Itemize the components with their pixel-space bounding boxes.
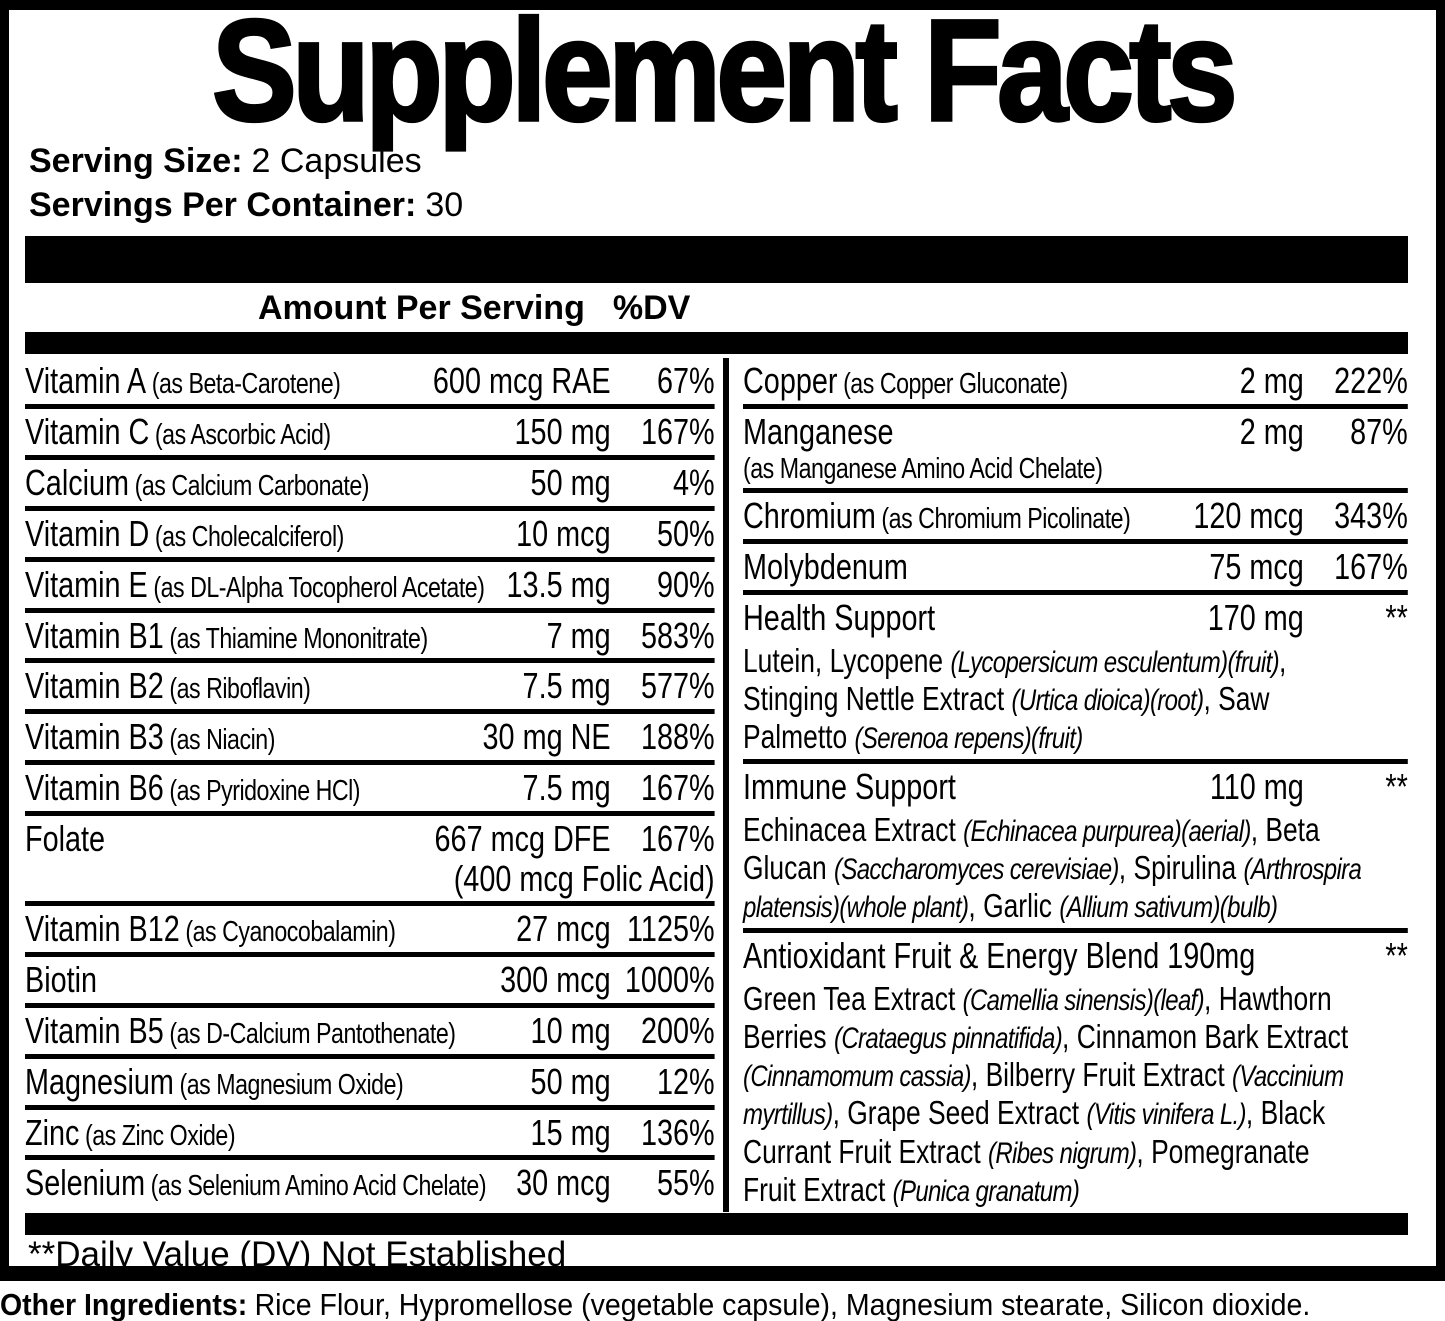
nutrient-name: Biotin [25, 959, 98, 1001]
nutrient-amount: 50 mg [530, 1060, 611, 1102]
nutrient-dv: ** [1385, 766, 1408, 808]
blend-ingredient-segment: Lutein, Lycopene [743, 641, 951, 679]
blend-ingredient-segment: (Allium sativum)(bulb) [1059, 891, 1278, 925]
nutrient-amount: 170 mg [1207, 596, 1304, 638]
blend-description-line [743, 1056, 1408, 1094]
table-row [25, 460, 715, 511]
nutrient-name: Vitamin C [25, 411, 150, 452]
table-row [25, 511, 715, 562]
nutrient-dv: 87% [1350, 411, 1408, 452]
nutrient-amount: 120 mcg [1193, 495, 1304, 537]
blend-ingredient-segment: , Spirulina [1118, 848, 1244, 886]
table-row [743, 764, 1408, 933]
nutrient-note: (as D-Calcium Pantothenate) [169, 1017, 456, 1050]
table-row [25, 613, 715, 664]
blend-ingredient-segment: , Grape Seed Extract [832, 1094, 1087, 1132]
nutrient-name: Vitamin B2 [25, 665, 164, 707]
nutrient-note: (as Cholecalciferol) [154, 520, 344, 553]
nutrient-dv: 200% [640, 1009, 715, 1051]
table-row [743, 409, 1408, 493]
nutrient-name-cell [25, 909, 516, 949]
blend-description-line [743, 811, 1408, 849]
nutrient-name-cell [25, 666, 523, 706]
nutrient-name: Vitamin D [25, 512, 150, 554]
nutrient-amount: 2 mg [1239, 360, 1304, 402]
separator-bar-bottom [25, 1213, 1408, 1235]
nutrient-name-cell [25, 768, 523, 808]
nutrient-dv: 55% [656, 1162, 715, 1204]
table-row-main-line [25, 666, 715, 706]
blend-description-line [743, 680, 1408, 718]
table-row [25, 562, 715, 613]
nutrient-amount: 110 mg [1209, 766, 1304, 808]
nutrient-name-cell [743, 412, 1240, 452]
blend-ingredient-segment: Glucan [743, 848, 834, 886]
nutrient-note: (as Pyridoxine HCl) [169, 775, 361, 808]
table-row-main-line [25, 1113, 715, 1153]
nutrient-dv: 12% [656, 1060, 715, 1102]
dv-footnote: **Daily Value (DV) Not Established [28, 1235, 567, 1274]
nutrient-name: Manganese [743, 411, 894, 452]
blend-description-line [743, 887, 1408, 925]
nutrient-note: (as Beta-Carotene) [151, 368, 341, 401]
nutrient-amount: 30 mcg [516, 1162, 611, 1204]
nutrient-name: Vitamin E [25, 563, 148, 605]
nutrient-note: (as Selenium Amino Acid Chelate) [150, 1170, 487, 1203]
table-row-main-line [25, 768, 715, 808]
blend-ingredient-segment: , Saw [1203, 679, 1270, 717]
blend-description-line [743, 1133, 1408, 1171]
column-divider [723, 358, 729, 1212]
nutrient-amount: 150 mg [514, 411, 611, 452]
blend-ingredient-segment: (Saccharomyces cerevisiae) [833, 852, 1119, 886]
blend-ingredient-segment: (Punica granatum) [892, 1174, 1080, 1208]
nutrient-dv: 1125% [627, 908, 715, 950]
nutrient-name-cell [25, 361, 433, 401]
blend-ingredient-segment: (Lycopersicum esculentum)(fruit) [950, 645, 1279, 679]
nutrient-amount: 50 mg [530, 461, 611, 503]
blend-ingredient-segment: Echinacea Extract [743, 810, 964, 848]
nutrient-note: (as Niacin) [169, 724, 275, 757]
nutrient-name-cell [743, 598, 1208, 638]
blend-description [743, 980, 1408, 1209]
table-row [25, 358, 715, 409]
nutrient-note: (as Calcium Carbonate) [134, 469, 370, 502]
nutrient-name-cell [25, 960, 500, 1000]
blend-description-line [743, 1171, 1408, 1209]
blend-ingredient-segment: Fruit Extract [743, 1170, 893, 1208]
nutrient-note: (as Riboflavin) [169, 673, 311, 706]
nutrient-name-cell [25, 1113, 531, 1153]
nutrient-name: Copper [743, 360, 838, 402]
blend-ingredient-segment: Green Tea Extract [743, 979, 963, 1017]
table-row-main-line [25, 1011, 715, 1051]
nutrient-name: Health Support [743, 596, 936, 638]
page-title: Supplement Facts [212, 0, 1234, 151]
nutrient-name: Calcium [25, 461, 130, 503]
nutrient-amount: 30 mg NE [482, 716, 611, 758]
blend-description [743, 642, 1408, 757]
separator-bar-header [25, 332, 1408, 354]
nutrient-dv: 50% [656, 512, 715, 554]
nutrient-amount: 7.5 mg [522, 665, 611, 707]
nutrient-amount: 75 mcg [1209, 546, 1304, 588]
nutrient-amount: 7 mg [546, 614, 611, 656]
nutrient-amount: 300 mcg [500, 959, 611, 1001]
nutrient-column-left [25, 358, 715, 1212]
nutrient-table [25, 358, 1408, 1212]
nutrient-name-cell [743, 496, 1193, 536]
table-row [743, 493, 1408, 544]
nutrient-name-cell [25, 1062, 531, 1102]
nutrient-name-cell [25, 1011, 531, 1051]
table-row [25, 409, 715, 460]
blend-ingredient-segment: (Echinacea purpurea)(aerial) [963, 814, 1251, 848]
nutrient-dv: 583% [640, 614, 715, 656]
nutrient-dv: 343% [1334, 495, 1408, 537]
table-row [25, 1008, 715, 1059]
blend-description-line [743, 980, 1408, 1018]
nutrient-name: Zinc [25, 1111, 80, 1153]
blend-ingredient-segment: , Beta [1250, 810, 1320, 848]
blend-ingredient-segment: Stinging Nettle Extract [743, 679, 1012, 717]
table-row [25, 663, 715, 714]
blend-ingredient-segment: (Cinnamomum cassia) [743, 1060, 971, 1094]
servings-per-container-label: Servings Per Container: [29, 185, 417, 224]
table-row [25, 1110, 715, 1161]
nutrient-note: (as Magnesium Oxide) [179, 1068, 404, 1101]
table-row-main-line [25, 463, 715, 503]
blend-ingredient-segment: myrtillus) [743, 1098, 833, 1132]
table-row [25, 765, 715, 816]
servings-per-container-line [29, 184, 1436, 228]
nutrient-dv: 136% [640, 1111, 715, 1153]
nutrient-note: (as Cyanocobalamin) [185, 916, 396, 949]
nutrient-column-right [743, 358, 1408, 1212]
table-row-main-line [743, 412, 1408, 452]
nutrient-dv: 167% [640, 767, 715, 809]
nutrient-rows-left [25, 358, 715, 1206]
nutrient-name: Immune Support [743, 766, 956, 808]
nutrient-name: Selenium [25, 1162, 146, 1204]
nutrient-name-cell [25, 514, 516, 554]
blend-ingredient-segment: (Crataegus pinnatifida) [833, 1022, 1063, 1056]
serving-info [29, 140, 1436, 227]
nutrient-name: Antioxidant Fruit & Energy Blend 190mg [743, 935, 1256, 977]
title-wrap [9, 0, 1436, 151]
nutrient-dv: ** [1385, 596, 1408, 638]
blend-ingredient-segment: , Hawthorn [1204, 979, 1332, 1017]
nutrient-amount: 13.5 mg [506, 563, 611, 605]
table-row-main-line [25, 1062, 715, 1102]
nutrient-name-cell [743, 547, 1209, 587]
table-row-main-line [25, 412, 715, 452]
nutrient-name: Vitamin B3 [25, 716, 164, 758]
nutrient-dv: 577% [640, 665, 715, 707]
nutrient-name-cell [25, 717, 483, 757]
table-row [25, 1059, 715, 1110]
blend-description-line [743, 849, 1408, 887]
nutrient-amount: 10 mcg [516, 512, 611, 554]
blend-description [743, 811, 1408, 926]
table-row [743, 544, 1408, 595]
table-row [743, 358, 1408, 409]
dv-header: %DV [612, 289, 691, 328]
table-row-main-line [25, 960, 715, 1000]
nutrient-name: Vitamin B1 [25, 614, 164, 656]
nutrient-name-cell [743, 361, 1240, 401]
nutrient-note: (as Chromium Picolinate) [881, 503, 1131, 536]
serving-size-value: 2 Capsules [251, 142, 422, 181]
nutrient-note: (as Copper Gluconate) [843, 368, 1068, 401]
nutrient-name-cell [743, 936, 1304, 976]
nutrient-name-cell [25, 819, 435, 859]
amount-per-serving-header: Amount Per Serving [258, 289, 585, 328]
nutrient-amount: 27 mcg [516, 908, 611, 950]
blend-ingredient-segment: Palmetto [743, 717, 855, 755]
serving-size-label: Serving Size: [29, 142, 243, 181]
blend-ingredient-segment: platensis)(whole plant) [743, 891, 969, 925]
nutrient-note: (as Zinc Oxide) [85, 1119, 236, 1152]
nutrient-dv: 167% [640, 411, 715, 452]
blend-ingredient-segment: (Urtica dioica)(root) [1011, 683, 1204, 717]
nutrient-amount: 15 mg [530, 1111, 611, 1153]
nutrient-amount: 2 mg [1239, 411, 1304, 452]
nutrient-amount: 600 mcg RAE [432, 360, 611, 402]
nutrient-amount-secondary: (400 mcg Folic Acid) [453, 857, 715, 899]
nutrient-rows-right [743, 358, 1408, 1212]
blend-ingredient-segment: , Cinnamon Bark Extract [1062, 1018, 1349, 1056]
table-row [25, 816, 715, 906]
table-row [25, 906, 715, 957]
nutrient-dv: 188% [640, 716, 715, 758]
table-row [25, 957, 715, 1008]
blend-description-line [743, 1018, 1408, 1056]
nutrient-name: Vitamin B5 [25, 1009, 164, 1051]
table-row-main-line [743, 598, 1408, 638]
table-row-main-line [25, 1163, 715, 1203]
nutrient-note: (as Thiamine Mononitrate) [169, 622, 428, 655]
table-row-main-line [25, 717, 715, 757]
nutrient-name: Chromium [743, 495, 876, 537]
nutrient-name: Vitamin B6 [25, 767, 164, 809]
nutrient-name: Folate [25, 818, 106, 860]
nutrient-dv: 67% [656, 360, 715, 402]
nutrient-amount: 10 mg [530, 1009, 611, 1051]
blend-ingredient-segment: (Arthrospira [1243, 852, 1362, 886]
nutrient-dv: 90% [656, 563, 715, 605]
nutrient-name-cell [25, 1163, 516, 1203]
table-row-main-line [25, 565, 715, 605]
blend-ingredient-segment: Berries [743, 1018, 834, 1056]
table-row [743, 933, 1408, 1212]
table-row-main-line [743, 936, 1408, 976]
nutrient-name-cell [25, 463, 531, 503]
separator-bar-top [25, 236, 1408, 283]
blend-description-line [743, 1094, 1408, 1132]
nutrient-dv: 1000% [624, 959, 715, 1001]
blend-description-line [743, 718, 1408, 756]
other-ingredients-label: Other Ingredients: [0, 1287, 248, 1321]
other-ingredients [0, 1287, 1445, 1321]
table-header [9, 289, 1436, 328]
table-row-main-line [25, 819, 715, 859]
nutrient-name: Molybdenum [743, 546, 908, 588]
nutrient-dv: ** [1385, 935, 1408, 977]
table-row-main-line [743, 767, 1408, 807]
table-row-main-line [25, 361, 715, 401]
table-row [25, 714, 715, 765]
blend-ingredient-segment: , Black [1245, 1094, 1326, 1132]
table-row [743, 595, 1408, 764]
table-row-main-line [25, 909, 715, 949]
blend-ingredient-segment: , Pomegranate [1136, 1132, 1310, 1170]
table-row-main-line [25, 514, 715, 554]
blend-ingredient-segment: (Camellia sinensis)(leaf) [962, 983, 1205, 1017]
blend-ingredient-segment: Currant Fruit Extract [743, 1132, 988, 1170]
nutrient-dv: 167% [640, 818, 715, 860]
nutrient-amount: 667 mcg DFE [434, 818, 611, 860]
nutrient-note: (as DL-Alpha Tocopherol Acetate) [153, 571, 485, 604]
table-row-main-line [743, 496, 1408, 536]
table-row-main-line [743, 361, 1408, 401]
blend-ingredient-segment: , [1278, 641, 1287, 679]
nutrient-amount: 7.5 mg [522, 767, 611, 809]
nutrient-name-cell [25, 412, 515, 452]
nutrient-name-cell [743, 767, 1210, 807]
nutrient-name: Vitamin A [25, 360, 147, 402]
nutrient-name-cell [25, 616, 547, 656]
table-row-main-line [25, 616, 715, 656]
nutrient-note: (as Ascorbic Acid) [154, 419, 331, 451]
blend-ingredient-segment: (Ribes nigrum) [987, 1136, 1137, 1170]
other-ingredients-text: Rice Flour, Hypromellose (vegetable capsule), Magnesium stearate, Silicon dioxide. [254, 1287, 1311, 1321]
blend-ingredient-segment: , Bilberry Fruit Extract [970, 1056, 1233, 1094]
blend-description-line [743, 642, 1408, 680]
blend-ingredient-segment: (Vaccinium [1232, 1060, 1344, 1094]
nutrient-dv: 222% [1334, 360, 1408, 402]
blend-ingredient-segment: (Vitis vinifera L.) [1086, 1098, 1246, 1132]
blend-ingredient-segment: , Garlic [968, 887, 1060, 925]
nutrient-name-cell [25, 565, 507, 605]
nutrient-note-line: (as Manganese Amino Acid Chelate) [743, 452, 1103, 485]
table-row-main-line [743, 547, 1408, 587]
table-row [25, 1160, 715, 1206]
nutrient-dv: 4% [672, 461, 715, 503]
blend-ingredient-segment: (Serenoa repens)(fruit) [854, 721, 1083, 755]
nutrient-name: Magnesium [25, 1060, 174, 1102]
nutrient-dv: 167% [1334, 546, 1408, 588]
nutrient-name: Vitamin B12 [25, 908, 180, 950]
servings-per-container-value: 30 [425, 185, 464, 224]
